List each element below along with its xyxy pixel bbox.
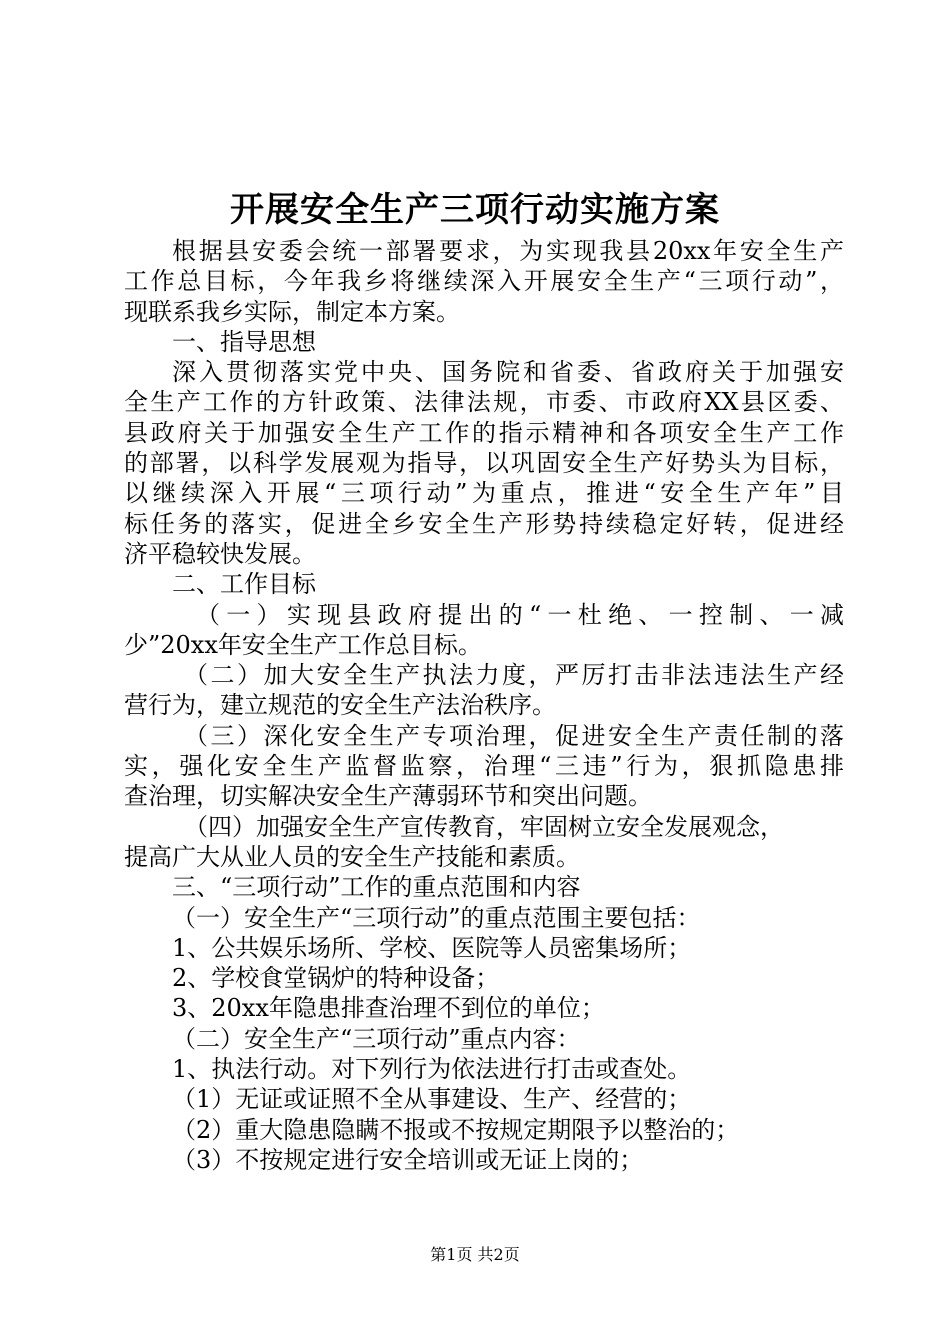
text-line: 现联系我乡实际，制定本方案。	[124, 297, 460, 326]
text-line: （四）加强安全生产宣传教育，牢固树立安全发展观念，	[184, 812, 784, 841]
text-line: 以继续深入开展“三项行动”为重点，推进“安全生产年”目	[124, 479, 844, 508]
text-line: 实，强化安全生产监督监察，治理“三违”行为，狠抓隐患排	[124, 752, 844, 781]
text-line: 深入贯彻落实党中央、国务院和省委、省政府关于加强安	[172, 358, 844, 387]
text-line: 3、20xx年隐患排查治理不到位的单位；	[172, 994, 605, 1023]
document-body	[124, 236, 844, 1175]
text-line: 一、指导思想	[172, 327, 316, 356]
text-line: 根据县安委会统一部署要求，为实现我县20xx年安全生产	[172, 237, 844, 265]
text-line: 1、执法行动。对下列行为依法进行打击或查处。	[172, 1055, 692, 1084]
text-line: 济平稳较快发展。	[124, 539, 316, 568]
text-line: 三、“三项行动”工作的重点范围和内容	[172, 873, 581, 902]
text-line: 全生产工作的方针政策、法律法规，市委、市政府XX县区委、	[124, 388, 844, 417]
text-line: 县政府关于加强安全生产工作的指示精神和各项安全生产工作	[124, 418, 844, 447]
text-line: 查治理，切实解决安全生产薄弱环节和突出问题。	[124, 782, 652, 811]
text-line: （二）加大安全生产执法力度，严厉打击非法违法生产经	[184, 661, 844, 690]
text-line: 标任务的落实，促进全乡安全生产形势持续稳定好转，促进经	[124, 509, 844, 538]
text-line: （2）重大隐患隐瞒不报或不按规定期限予以整治的；	[172, 1115, 740, 1144]
text-line: （一）实现县政府提出的“一杜绝、一控制、一减	[196, 600, 844, 629]
text-line: 1、公共娱乐场所、学校、医院等人员密集场所；	[172, 933, 692, 962]
text-line: （3）不按规定进行安全培训或无证上岗的；	[172, 1145, 644, 1174]
text-line: （三）深化安全生产专项治理，促进安全生产责任制的落	[184, 721, 844, 750]
text-line: 工作总目标，今年我乡将继续深入开展安全生产“三项行动”，	[124, 267, 844, 296]
document-title: 开展安全生产三项行动实施方案	[230, 190, 720, 230]
text-line: 的部署，以科学发展观为指导，以巩固安全生产好势头为目标，	[124, 449, 844, 478]
page-footer: 第1页 共2页	[430, 1245, 520, 1264]
text-line: 二、工作目标	[172, 570, 316, 599]
text-line: （二）安全生产“三项行动”重点内容：	[172, 1024, 581, 1053]
text-line: 提高广大从业人员的安全生产技能和素质。	[124, 842, 580, 871]
text-line: 少”20xx年安全生产工作总目标。	[124, 630, 482, 659]
text-line: （1）无证或证照不全从事建设、生产、经营的；	[172, 1085, 692, 1114]
text-line: （一）安全生产“三项行动”的重点范围主要包括：	[172, 903, 701, 932]
text-line: 2、学校食堂锅炉的特种设备；	[172, 964, 500, 993]
text-line: 营行为，建立规范的安全生产法治秩序。	[124, 691, 556, 720]
